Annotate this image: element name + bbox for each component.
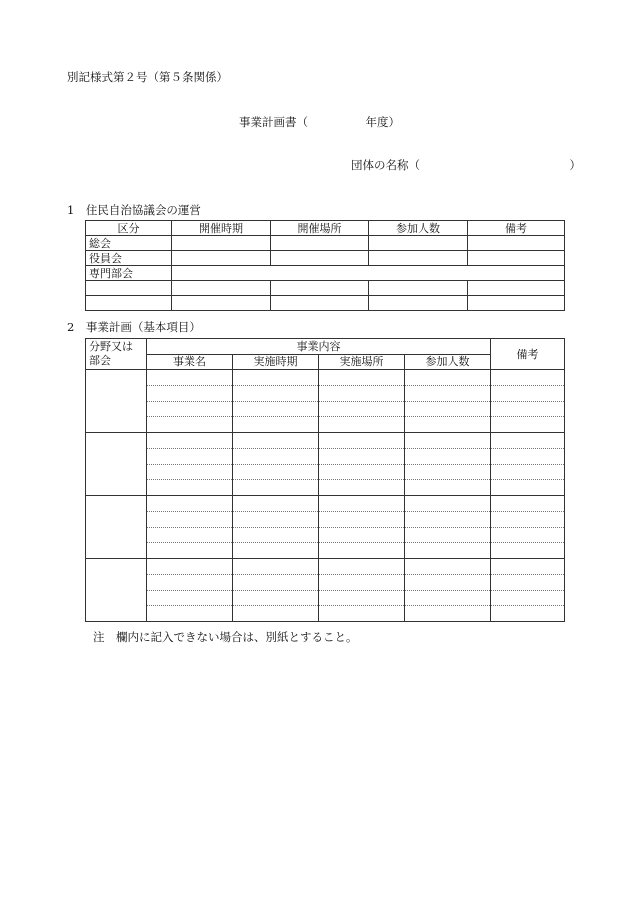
table-cell bbox=[405, 433, 491, 496]
table-cell bbox=[319, 559, 405, 622]
column-header: 実施場所 bbox=[319, 354, 405, 370]
table-cell bbox=[147, 559, 233, 622]
table-cell bbox=[147, 496, 233, 559]
column-header: 区分 bbox=[86, 221, 172, 236]
table-cell bbox=[369, 236, 468, 251]
footnote: 注 欄内に記入できない場合は、別紙とすること。 bbox=[93, 630, 358, 644]
column-header: 実施時期 bbox=[233, 354, 319, 370]
table-cell bbox=[271, 296, 369, 311]
column-header: 備考 bbox=[468, 221, 565, 236]
table-cell bbox=[468, 236, 565, 251]
table-cell bbox=[369, 251, 468, 266]
section2-heading: 2 事業計画（基本項目） bbox=[67, 320, 201, 334]
column-header: 開催場所 bbox=[271, 221, 369, 236]
organization-name-field: 団体の名称（ ） bbox=[351, 158, 581, 172]
field-cell bbox=[86, 370, 147, 433]
table-cell bbox=[172, 266, 565, 281]
table-cell bbox=[233, 496, 319, 559]
field-label-line1: 分野又は bbox=[89, 340, 133, 353]
table-cell bbox=[491, 559, 565, 622]
row-label bbox=[86, 281, 172, 296]
column-header: 事業名 bbox=[147, 354, 233, 370]
row-label: 総会 bbox=[86, 236, 172, 251]
column-header: 参加人数 bbox=[369, 221, 468, 236]
table-cell bbox=[405, 496, 491, 559]
row-label: 役員会 bbox=[86, 251, 172, 266]
table-cell bbox=[468, 251, 565, 266]
table-cell bbox=[271, 281, 369, 296]
table-cell bbox=[319, 370, 405, 433]
document-title: 事業計画書（ 年度） bbox=[239, 115, 400, 129]
table-cell bbox=[319, 433, 405, 496]
table-header-row bbox=[86, 221, 565, 236]
table-cell bbox=[468, 296, 565, 311]
table-cell bbox=[491, 433, 565, 496]
table-row bbox=[86, 370, 565, 433]
form-number: 別記様式第２号（第５条関係） bbox=[67, 70, 228, 84]
table-cell bbox=[147, 370, 233, 433]
table-cell bbox=[369, 281, 468, 296]
table-cell bbox=[147, 433, 233, 496]
table-cell bbox=[369, 296, 468, 311]
column-header: 開催時期 bbox=[172, 221, 271, 236]
table-header-row bbox=[86, 339, 565, 355]
field-or-subcommittee-header bbox=[86, 339, 147, 370]
table-cell bbox=[491, 370, 565, 433]
table-row bbox=[86, 281, 565, 296]
table-cell bbox=[405, 370, 491, 433]
table-row bbox=[86, 266, 565, 281]
table-row bbox=[86, 433, 565, 496]
table-cell bbox=[233, 370, 319, 433]
business-plan-table bbox=[85, 338, 565, 622]
row-label: 専門部会 bbox=[86, 266, 172, 281]
table-cell bbox=[233, 559, 319, 622]
section1-heading: 1 住民自治協議会の運営 bbox=[67, 203, 201, 217]
table-cell bbox=[271, 251, 369, 266]
table-row bbox=[86, 251, 565, 266]
row-label bbox=[86, 296, 172, 311]
council-operations-table bbox=[85, 220, 565, 311]
table-cell bbox=[172, 296, 271, 311]
field-cell bbox=[86, 496, 147, 559]
table-cell bbox=[491, 496, 565, 559]
table-cell bbox=[319, 496, 405, 559]
field-cell bbox=[86, 433, 147, 496]
column-header: 参加人数 bbox=[405, 354, 491, 370]
field-cell bbox=[86, 559, 147, 622]
table-cell bbox=[405, 559, 491, 622]
table-cell bbox=[468, 281, 565, 296]
remarks-header: 備考 bbox=[491, 339, 565, 370]
field-label-line2: 部会 bbox=[89, 354, 111, 367]
table-cell bbox=[172, 236, 271, 251]
table-cell bbox=[233, 433, 319, 496]
business-content-header: 事業内容 bbox=[147, 339, 491, 355]
table-row bbox=[86, 559, 565, 622]
table-row bbox=[86, 496, 565, 559]
table-cell bbox=[271, 236, 369, 251]
table-cell bbox=[172, 281, 271, 296]
table-row bbox=[86, 296, 565, 311]
table-cell bbox=[172, 251, 271, 266]
table-row bbox=[86, 236, 565, 251]
